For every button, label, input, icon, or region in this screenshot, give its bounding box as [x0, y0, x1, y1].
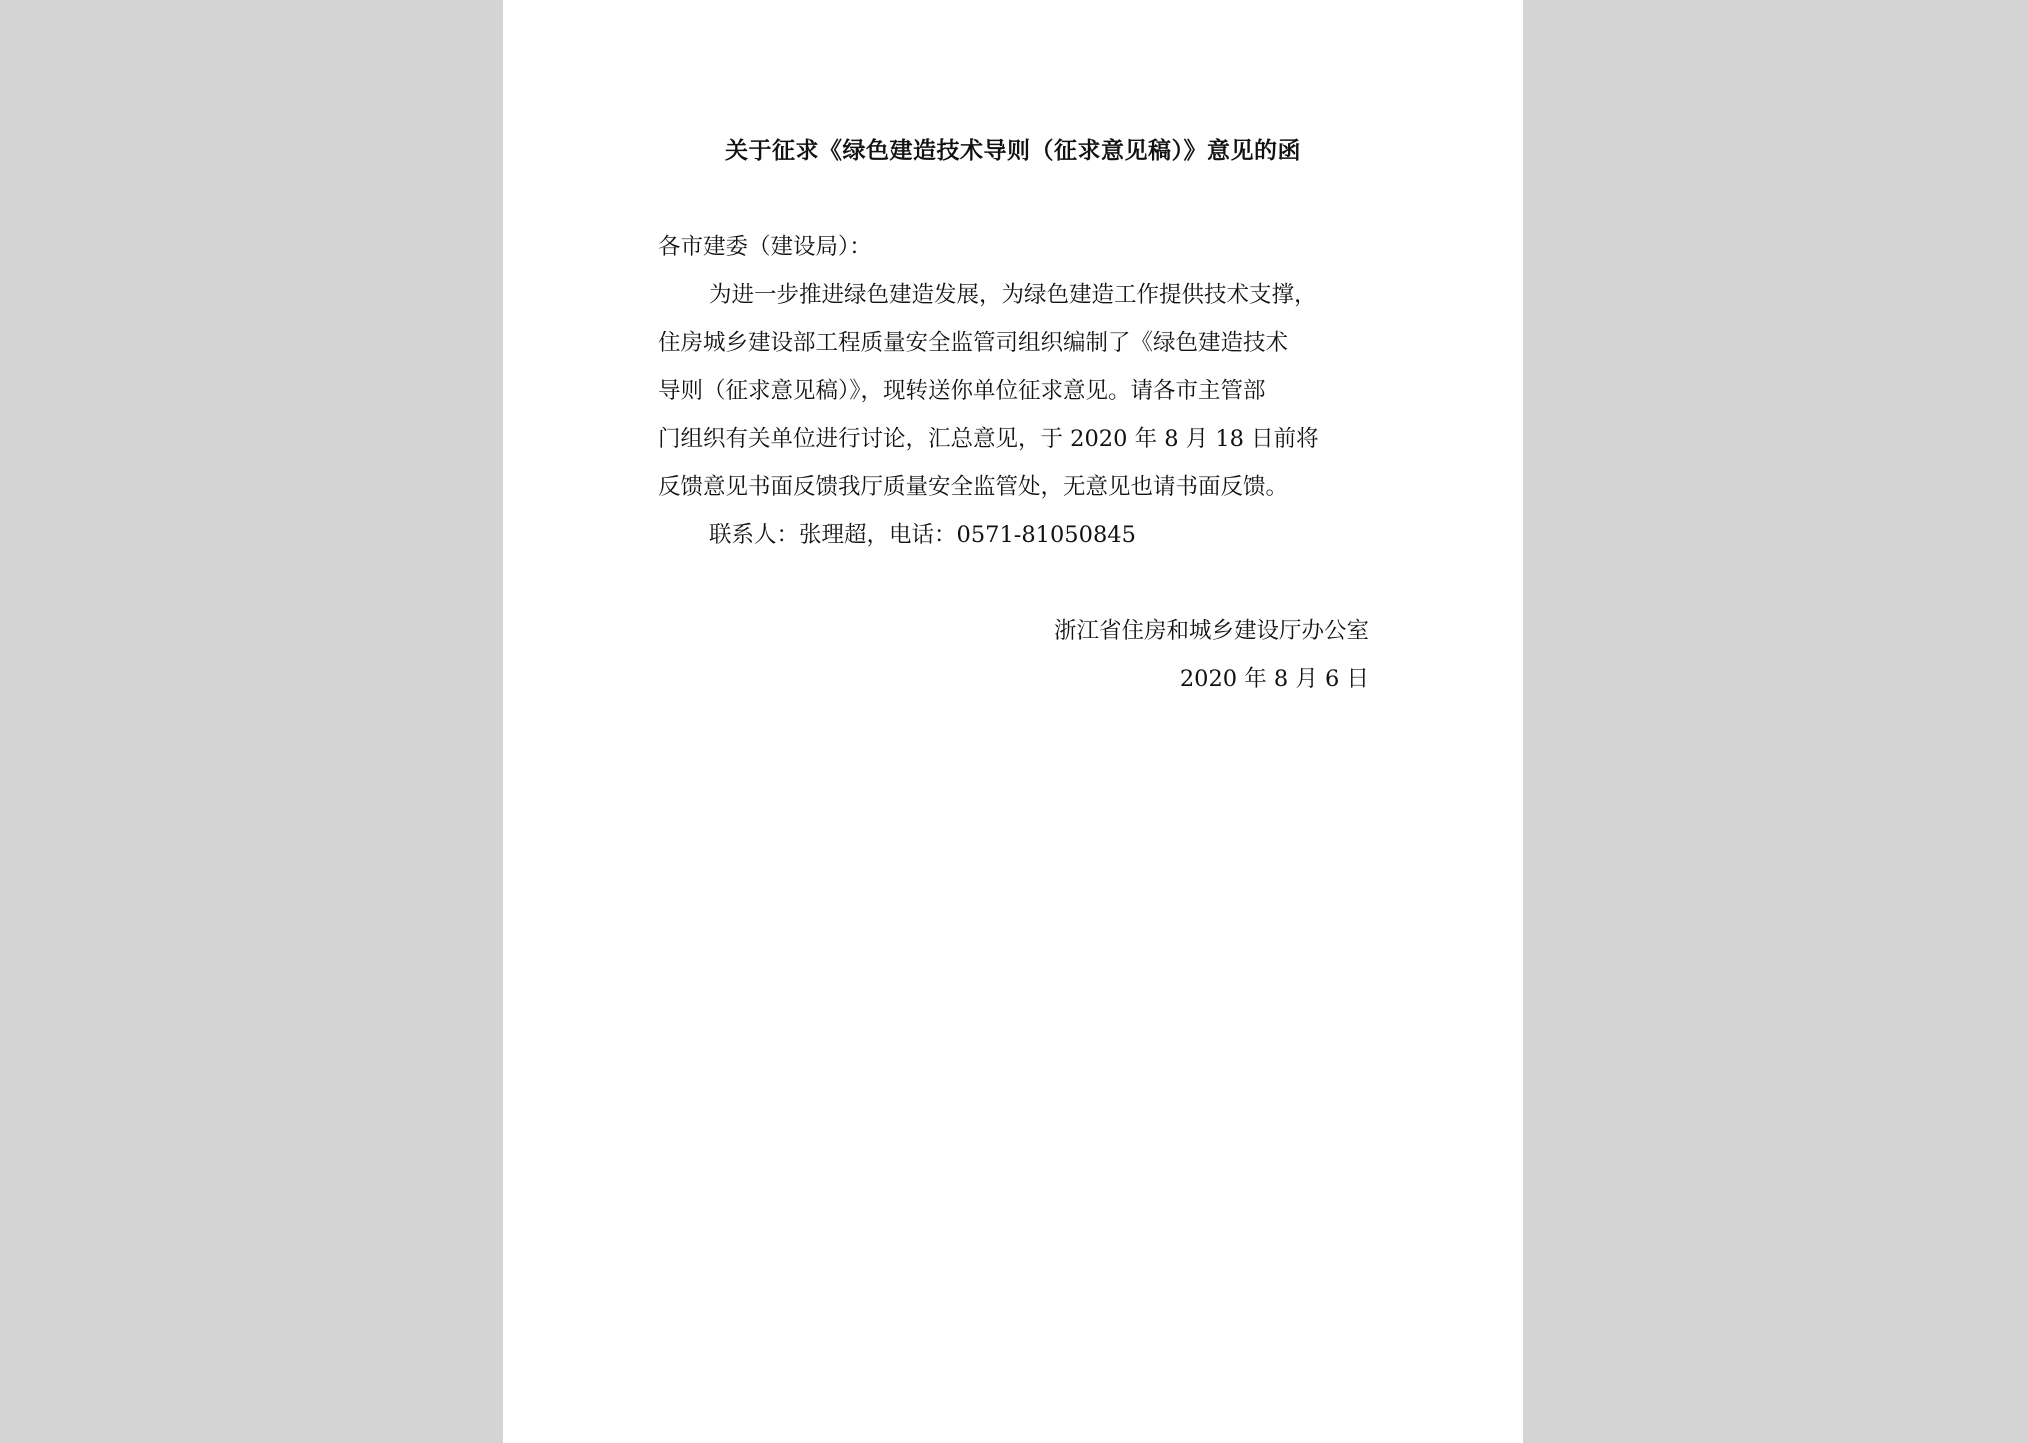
body-line: 住房城乡建设部工程质量安全监管司组织编制了《绿色建造技术 [658, 330, 1289, 356]
body-line: 为进一步推进绿色建造发展，为绿色建造工作提供技术支撑， [709, 282, 1317, 308]
body-line: 反馈意见书面反馈我厅质量安全监管处，无意见也请书面反馈。 [658, 474, 1289, 500]
body-line: 导则（征求意见稿）》，现转送你单位征求意见。请各市主管部 [658, 378, 1266, 404]
contact-line: 联系人：张理超，电话：0571-81050845 [709, 522, 1136, 548]
issuer-signature: 浙江省住房和城乡建设厅办公室 [1053, 618, 1369, 644]
body-line: 门组织有关单位进行讨论，汇总意见，于 2020 年 8 月 18 日前将 [658, 426, 1319, 452]
issue-date: 2020 年 8 月 6 日 [1179, 666, 1369, 692]
salutation: 各市建委（建设局）： [658, 234, 872, 260]
document-title: 关于征求《绿色建造技术导则（征求意见稿）》意见的函 [725, 137, 1301, 164]
document-page [503, 0, 1523, 1443]
